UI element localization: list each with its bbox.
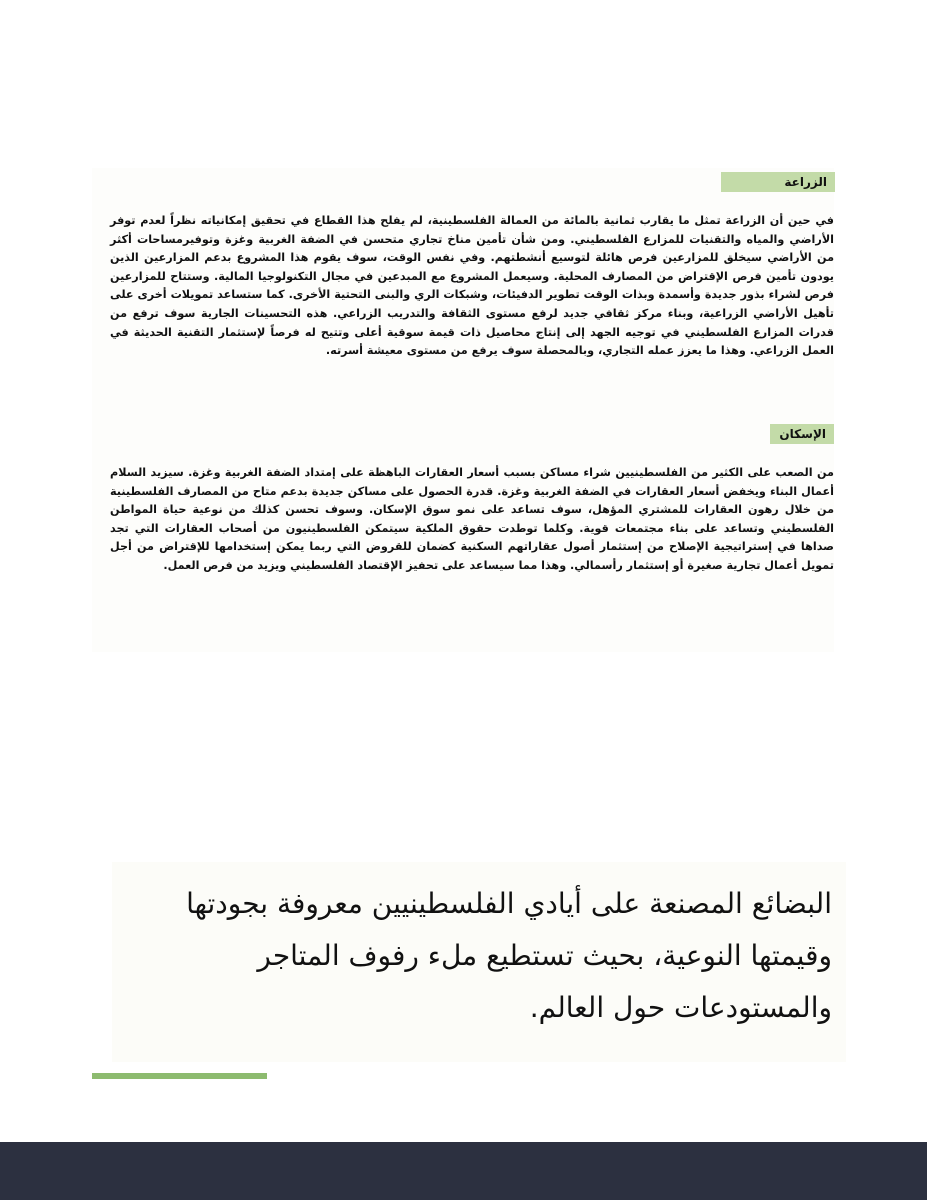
accent-divider [92, 1073, 267, 1079]
agriculture-paragraph: في حين أن الزراعة تمثل ما يقارب ثمانية بالمائة من العمالة الفلسطينية، لم يفلح هذا القطاع في تحقيق إمكانياته نظراً لعدم توفر الأراضي والمياه والتقنيات للمزارع الفلسطيني. ومن شأن تأمين مناخ تجاري متحسن في الضفة الغربية وغزة وتوفيرمساحات أكثر من الأراضي سيخلق للمزارعين فرص هائلة لتوسيع أنشطتهم. وفي نفس الوقت، سوف يقوم هذا المشروع بدعم المزارعين الذين يودون تأمين فرص الإقتراض من المصارف المحلية. وسيعمل المشروع مع المبدعين في مجال التكنولوجيا المالية. وستتاح للمزارعين فرص لشراء بذور جديدة وأسمدة وبذات الوقت تطوير الدفيئات، وشبكات الري والبنى التحتية الأخرى. كما ستساعد تمويلات أخرى على تأهيل الأراضي الزراعية، وبناء مركز ثقافي جديد لرفع مستوى الثقافة والتدريب الزراعي. هذه التحسينات الجارية سوف ترفع من قدرات المزارع الفلسطيني في توجيه الجهد إلى إنتاج محاصيل ذات قيمة سوقية أعلى وتتيح له فرصاً لإستثمار التقنية الحديثة في العمل الزراعي. وهذا ما يعزز عمله التجاري، وبالمحصلة سوف يرفع من مستوى معيشة أسرته. [110, 214, 834, 358]
pullquote-text: البضائع المصنعة على أيادي الفلسطينيين معروفة بجودتها وقيمتها النوعية، بحيث تستطيع ملء رفوف المتاجر والمستودعات حول العالم. [186, 887, 832, 1024]
footer-bar [0, 1142, 927, 1200]
agriculture-heading: الزراعة [721, 172, 835, 192]
housing-heading: الإسكان [770, 424, 834, 444]
housing-paragraph: من الصعب على الكثير من الفلسطينيين شراء مساكن بسبب أسعار العقارات الباهظة على إمتداد الضفة الغربية وغزة. سيزيد السلام أعمال البناء ويخفض أسعار العقارات في الضفة الغربية وغزة. قدرة الحصول على مساكن جديدة بدعم متاح من المصارف الفلسطينية من خلال رهون العقارات للمشتري المؤهل، سوف تساعد على نمو سوق الإسكان. وسوف تحسن كذلك من نوعية حياة المواطن الفلسطيني وتساعد على بناء مجتمعات قوية. وكلما توطدت حقوق الملكية سيتمكن الفلسطينيون من أصحاب العقارات التي تجد صداها في إستراتيجية الإصلاح من إستثمار أصول عقاراتهم السكنية كضمان للقروض التي ربما يمكن إستخدامها للإقتراض من أجل تمويل أعمال تجارية صغيرة أو إستثمار رأسمالي. وهذا مما سيساعد على تحفيز الإقتصاد الفلسطيني ويزيد من فرص العمل. [110, 466, 834, 572]
